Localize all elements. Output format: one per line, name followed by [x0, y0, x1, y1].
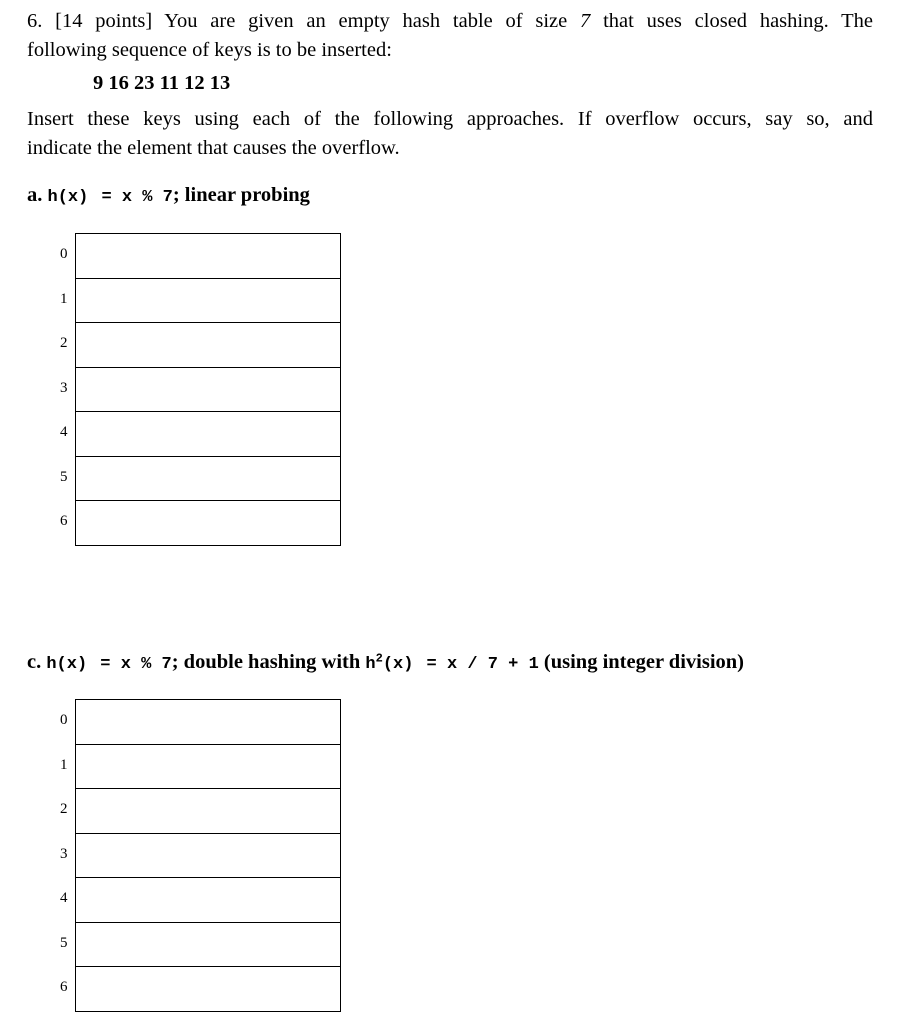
- table-a-slot[interactable]: [60, 456, 341, 502]
- table-c-slot[interactable]: [60, 699, 341, 745]
- part-c-heading: [27, 651, 744, 674]
- second-hash-name: h: [365, 655, 376, 674]
- instruction-line-2: indicate the element that causes the overflow.: [27, 137, 400, 159]
- slot-index: 5: [60, 934, 68, 951]
- hash-table-a: [60, 233, 341, 546]
- instruction-line-1: Insert these keys using each of the following approaches. If overflow occurs, say so, and: [27, 108, 873, 130]
- part-a-letter: a.: [27, 184, 43, 206]
- question-number: 6.: [27, 10, 43, 32]
- part-c-second-expression: = x / 7 + 1: [426, 655, 539, 674]
- table-a-slot[interactable]: [60, 322, 341, 368]
- slot-index: 3: [60, 845, 68, 862]
- slot-index: 4: [60, 890, 68, 906]
- slot-index: 1: [60, 290, 68, 307]
- part-a-function: h(x): [47, 188, 89, 207]
- table-c-slot[interactable]: [60, 922, 341, 968]
- question-line-2: following sequence of keys is to be inserted:: [27, 39, 392, 61]
- question-intro-post: that uses closed hashing. The: [603, 10, 874, 32]
- question-intro-pre: You are given an empty hash table of size: [164, 10, 568, 32]
- slot-index: 2: [60, 801, 68, 817]
- part-c-letter: c.: [27, 651, 42, 673]
- part-c-expression: = x % 7: [100, 655, 172, 674]
- slot-index: 1: [60, 756, 68, 773]
- table-a-slot[interactable]: [60, 367, 341, 413]
- table-c-slot[interactable]: [60, 877, 341, 923]
- table-a-slot[interactable]: [60, 233, 341, 279]
- table-c-slot[interactable]: [60, 833, 341, 879]
- table-a-slot[interactable]: [60, 411, 341, 457]
- slot-index: 5: [60, 468, 68, 485]
- table-c-slot[interactable]: [60, 966, 341, 1012]
- part-a-expression: = x % 7: [101, 188, 173, 207]
- hash-table-c: [60, 699, 341, 1012]
- question-points: [14 points]: [55, 10, 153, 32]
- question-line-1: [27, 10, 873, 33]
- part-a-heading: [27, 184, 310, 207]
- slot-index: 2: [60, 335, 68, 351]
- slot-index: 6: [60, 513, 68, 529]
- slot-index: 6: [60, 979, 68, 995]
- table-c-slot[interactable]: [60, 744, 341, 790]
- key-sequence: 9 16 23 11 12 13: [93, 72, 231, 94]
- part-a-description: ; linear probing: [172, 184, 310, 206]
- table-a-slot[interactable]: [60, 500, 341, 546]
- second-hash-superscript: 2: [375, 651, 383, 666]
- part-c-second-function: [365, 651, 414, 674]
- slot-index: 0: [60, 712, 68, 728]
- part-c-function: h(x): [46, 655, 88, 674]
- slot-index: 0: [60, 246, 68, 262]
- second-hash-arg: (x): [382, 655, 414, 674]
- table-c-slot[interactable]: [60, 788, 341, 834]
- part-c-note: (using integer division): [543, 651, 744, 673]
- part-c-description: ; double hashing with: [171, 651, 361, 673]
- table-a-slot[interactable]: [60, 278, 341, 324]
- slot-index: 4: [60, 424, 68, 440]
- slot-index: 3: [60, 379, 68, 396]
- table-size: 7: [580, 10, 591, 32]
